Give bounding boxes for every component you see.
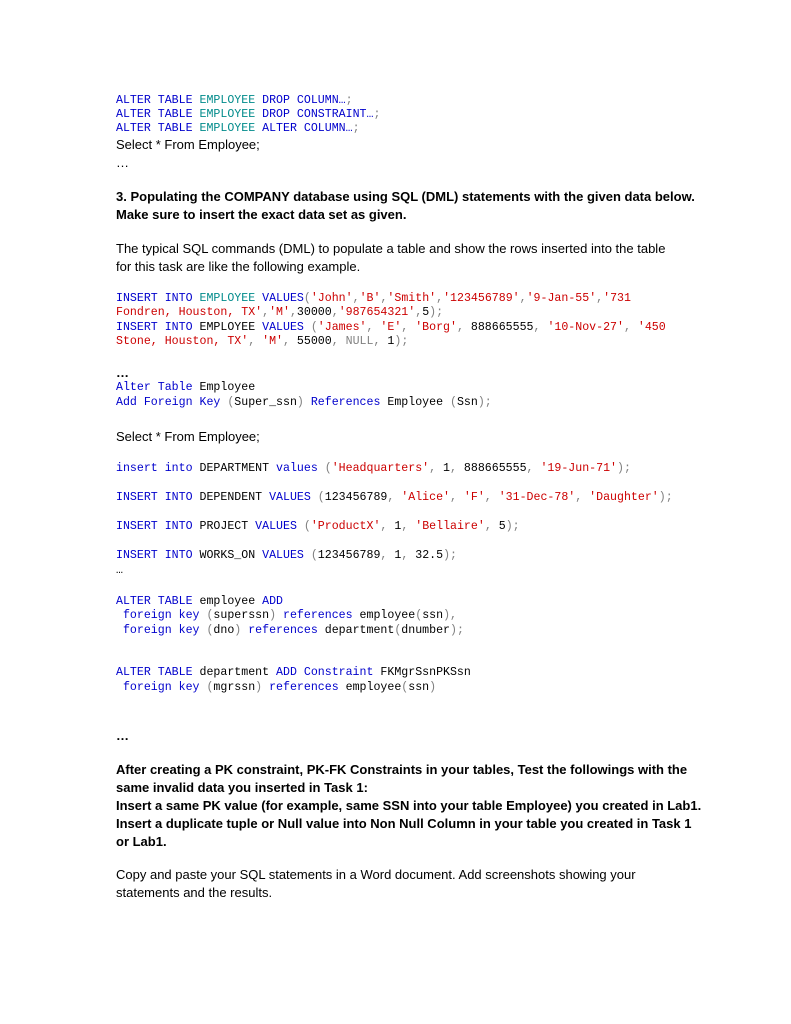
line-segment: WORKS_ON	[199, 549, 263, 562]
line-segment: 3. Populating the COMPANY database using SQL (DML) statements with the given data below.	[116, 189, 695, 204]
line-segment: 'F'	[463, 491, 485, 504]
code-line	[116, 335, 408, 350]
line-segment: );	[450, 624, 464, 637]
line-segment: ,	[380, 549, 395, 562]
line-segment: '731	[603, 292, 631, 305]
line-segment: NULL	[345, 335, 374, 348]
line-segment: References	[310, 396, 388, 409]
line-segment: values	[276, 462, 325, 475]
line-segment: VALUES	[269, 491, 318, 504]
code-line	[116, 122, 360, 137]
text-line	[116, 797, 701, 815]
line-segment: Alter Table	[116, 381, 200, 394]
line-segment: ,	[248, 335, 263, 348]
line-segment: Stone, Houston, TX'	[116, 335, 249, 348]
line-segment: foreign key	[116, 681, 207, 694]
line-segment: ssn	[408, 681, 430, 694]
line-segment: '9-Jan-55'	[526, 292, 597, 305]
line-segment: Employee	[199, 381, 256, 394]
code-line	[116, 666, 471, 681]
line-segment: employee	[199, 595, 263, 608]
line-segment: ,	[380, 292, 388, 305]
line-segment: (	[317, 491, 325, 504]
line-segment: 'Bellaire'	[415, 520, 485, 533]
line-segment: 'B'	[359, 292, 381, 305]
line-segment: (	[401, 681, 409, 694]
line-segment: (	[206, 609, 214, 622]
line-segment: references	[269, 681, 346, 694]
code-line	[116, 549, 457, 564]
line-segment: )	[429, 681, 437, 694]
line-segment: 'M'	[269, 306, 290, 319]
line-segment: ),	[443, 609, 457, 622]
line-segment: PROJECT	[199, 520, 256, 533]
line-segment: ALTER TABLE	[116, 94, 200, 107]
text-line	[116, 833, 167, 851]
line-segment: ,	[262, 306, 270, 319]
line-segment: 'Smith'	[387, 292, 437, 305]
line-segment: (	[227, 396, 235, 409]
line-segment: ALTER TABLE	[116, 666, 200, 679]
line-segment: ,	[519, 292, 527, 305]
line-segment: 'John'	[310, 292, 353, 305]
line-segment: ,	[352, 292, 360, 305]
line-segment: ,	[387, 491, 402, 504]
code-line	[116, 624, 464, 639]
line-segment: );	[505, 520, 520, 533]
line-segment: foreign key	[116, 609, 207, 622]
line-segment: 888665555	[470, 321, 534, 334]
line-segment: ,	[596, 292, 604, 305]
line-segment: (	[394, 624, 402, 637]
line-segment: mgrssn	[213, 681, 256, 694]
line-segment: '19-Jun-71'	[540, 462, 617, 475]
line-segment: INSERT INTO	[116, 292, 200, 305]
text-line	[116, 364, 129, 382]
line-segment: (	[206, 624, 214, 637]
text-line	[116, 258, 360, 276]
line-segment: dnumber	[401, 624, 450, 637]
line-segment: ,	[484, 491, 499, 504]
line-segment: ,	[623, 321, 638, 334]
code-line	[116, 520, 520, 535]
text-line	[116, 779, 368, 797]
line-segment: Add Foreign Key	[116, 396, 228, 409]
line-segment: Make sure to insert the exact data set as given.	[116, 207, 407, 222]
line-segment: (	[415, 609, 423, 622]
line-segment: ;	[345, 94, 353, 107]
text-line	[116, 815, 691, 833]
code-line	[116, 396, 492, 411]
text-line	[116, 866, 636, 884]
code-line	[116, 595, 283, 610]
line-segment: (	[303, 520, 311, 533]
line-segment: (	[310, 549, 318, 562]
line-segment: 'E'	[380, 321, 402, 334]
line-segment: );	[394, 335, 409, 348]
line-segment: 123456789	[324, 491, 388, 504]
line-segment: Ssn	[456, 396, 478, 409]
code-line	[116, 108, 380, 123]
line-segment: DEPARTMENT	[199, 462, 277, 475]
line-segment: 1	[394, 549, 402, 562]
line-segment: statements and the results.	[116, 885, 273, 900]
line-segment: 5	[498, 520, 506, 533]
line-segment: (	[303, 292, 311, 305]
line-segment: employee	[359, 609, 416, 622]
text-line	[116, 761, 687, 779]
line-segment: ALTER COLUMN…	[262, 122, 353, 135]
code-line	[116, 292, 631, 307]
line-segment: ,	[484, 520, 499, 533]
line-segment: VALUES	[262, 321, 311, 334]
line-segment: '10-Nov-27'	[547, 321, 624, 334]
line-segment: ,	[429, 462, 444, 475]
line-segment: 30000	[296, 306, 332, 319]
text-line	[116, 188, 695, 206]
line-segment: 'ProductX'	[310, 520, 381, 533]
line-segment: ;	[373, 108, 381, 121]
line-segment: 5	[422, 306, 430, 319]
code-line	[116, 462, 631, 477]
line-segment: EMPLOYEE	[199, 94, 263, 107]
line-segment: ADD Constraint	[276, 666, 381, 679]
line-segment: ,	[380, 520, 395, 533]
line-segment: ,	[450, 462, 464, 475]
code-line	[116, 491, 673, 506]
line-segment: EMPLOYEE	[199, 108, 263, 121]
line-segment: The typical SQL commands (DML) to populate a table and show the rows inserted into the table	[116, 241, 666, 256]
line-segment: EMPLOYEE	[199, 321, 263, 334]
line-segment: );	[658, 491, 673, 504]
line-segment: 1	[387, 335, 395, 348]
line-segment: '450	[637, 321, 666, 334]
line-segment: ssn	[422, 609, 444, 622]
line-segment: ,	[436, 292, 444, 305]
line-segment: INSERT INTO	[116, 491, 200, 504]
line-segment: '123456789'	[443, 292, 520, 305]
text-line	[116, 428, 260, 446]
line-segment: )	[234, 624, 249, 637]
text-line	[116, 154, 129, 172]
line-segment: ,	[401, 520, 416, 533]
code-line	[116, 321, 666, 336]
line-segment: 'Headquarters'	[331, 462, 430, 475]
line-segment: ,	[401, 321, 416, 334]
line-segment: VALUES	[262, 549, 311, 562]
line-segment: EMPLOYEE	[199, 122, 263, 135]
line-segment: Insert a same PK value (for example, same SSN into your table Employee) you created in Lab1.	[116, 798, 702, 813]
line-segment: ,	[526, 462, 541, 475]
line-segment: dno	[213, 624, 235, 637]
text-line	[116, 136, 260, 154]
line-segment: department	[324, 624, 395, 637]
line-segment: …	[116, 564, 123, 577]
line-segment: ,	[289, 306, 297, 319]
line-segment: ,	[401, 549, 416, 562]
line-segment: 888665555	[463, 462, 527, 475]
line-segment: INSERT INTO	[116, 321, 200, 334]
line-segment: 'Daughter'	[589, 491, 659, 504]
code-line	[116, 609, 457, 624]
line-segment: EMPLOYEE	[199, 292, 263, 305]
line-segment: ,	[373, 335, 388, 348]
line-segment: …	[116, 728, 129, 743]
line-segment: (	[324, 462, 332, 475]
line-segment: ,	[415, 306, 423, 319]
line-segment: ;	[352, 122, 360, 135]
code-line	[116, 306, 443, 321]
line-segment: ,	[450, 491, 464, 504]
line-segment: 'Borg'	[415, 321, 457, 334]
line-segment: insert into	[116, 462, 200, 475]
line-segment: );	[477, 396, 492, 409]
line-segment: ,	[283, 335, 297, 348]
line-segment: VALUES	[262, 292, 304, 305]
line-segment: VALUES	[255, 520, 304, 533]
line-segment: DROP COLUMN…	[262, 94, 346, 107]
line-segment: ,	[331, 306, 339, 319]
line-segment: Select * From Employee;	[116, 137, 260, 152]
text-line	[116, 727, 129, 745]
line-segment: DEPENDENT	[199, 491, 270, 504]
line-segment: same invalid data you inserted in Task 1:	[116, 780, 368, 795]
code-line	[116, 94, 353, 109]
line-segment: ,	[533, 321, 548, 334]
line-segment: ALTER TABLE	[116, 595, 200, 608]
line-segment: …	[116, 155, 129, 170]
line-segment: 'James'	[317, 321, 367, 334]
code-line	[116, 681, 436, 696]
line-segment: After creating a PK constraint, PK-FK Constraints in your tables, Test the followings with the	[116, 762, 688, 777]
line-segment: Fondren, Houston, TX'	[116, 306, 263, 319]
line-segment: ALTER TABLE	[116, 108, 200, 121]
line-segment: FKMgrSsnPKSsn	[380, 666, 471, 679]
line-segment: (	[206, 681, 214, 694]
code-line	[116, 564, 123, 579]
line-segment: superssn	[213, 609, 270, 622]
line-segment: INSERT INTO	[116, 520, 200, 533]
line-segment: DROP CONSTRAINT…	[262, 108, 374, 121]
line-segment: department	[199, 666, 277, 679]
line-segment: ,	[331, 335, 346, 348]
line-segment: )	[269, 609, 284, 622]
line-segment: )	[296, 396, 311, 409]
line-segment: 'Alice'	[401, 491, 450, 504]
text-line	[116, 206, 406, 224]
line-segment: INSERT INTO	[116, 549, 200, 562]
line-segment: references	[248, 624, 325, 637]
line-segment: );	[443, 549, 457, 562]
line-segment: ,	[366, 321, 381, 334]
text-line	[116, 884, 272, 902]
line-segment: ALTER TABLE	[116, 122, 200, 135]
line-segment: 1	[394, 520, 402, 533]
line-segment: );	[429, 306, 444, 319]
line-segment: …	[116, 365, 129, 380]
line-segment: )	[255, 681, 270, 694]
line-segment: ,	[575, 491, 590, 504]
line-segment: 55000	[296, 335, 332, 348]
line-segment: (	[310, 321, 318, 334]
line-segment: 1	[443, 462, 450, 475]
line-segment: Copy and paste your SQL statements in a Word document. Add screenshots showing your	[116, 867, 636, 882]
line-segment: employee	[345, 681, 402, 694]
line-segment: ,	[456, 321, 471, 334]
line-segment: references	[283, 609, 360, 622]
line-segment: '987654321'	[338, 306, 416, 319]
line-segment: 123456789	[317, 549, 381, 562]
line-segment: Super_ssn	[234, 396, 297, 409]
line-segment: 32.5	[415, 549, 444, 562]
line-segment: 'M'	[262, 335, 283, 348]
code-line	[116, 381, 255, 396]
line-segment: Insert a duplicate tuple or Null value into Non Null Column in your table you created in Task 1	[116, 816, 692, 831]
line-segment: (	[450, 396, 457, 409]
text-line	[116, 240, 665, 258]
line-segment: for this task are like the following example.	[116, 259, 361, 274]
line-segment: Select * From Employee;	[116, 429, 260, 444]
line-segment: '31-Dec-78'	[498, 491, 576, 504]
line-segment: foreign key	[116, 624, 207, 637]
line-segment: );	[617, 462, 631, 475]
line-segment: or Lab1.	[116, 834, 167, 849]
line-segment: Employee	[387, 396, 450, 409]
line-segment: ADD	[262, 595, 283, 608]
